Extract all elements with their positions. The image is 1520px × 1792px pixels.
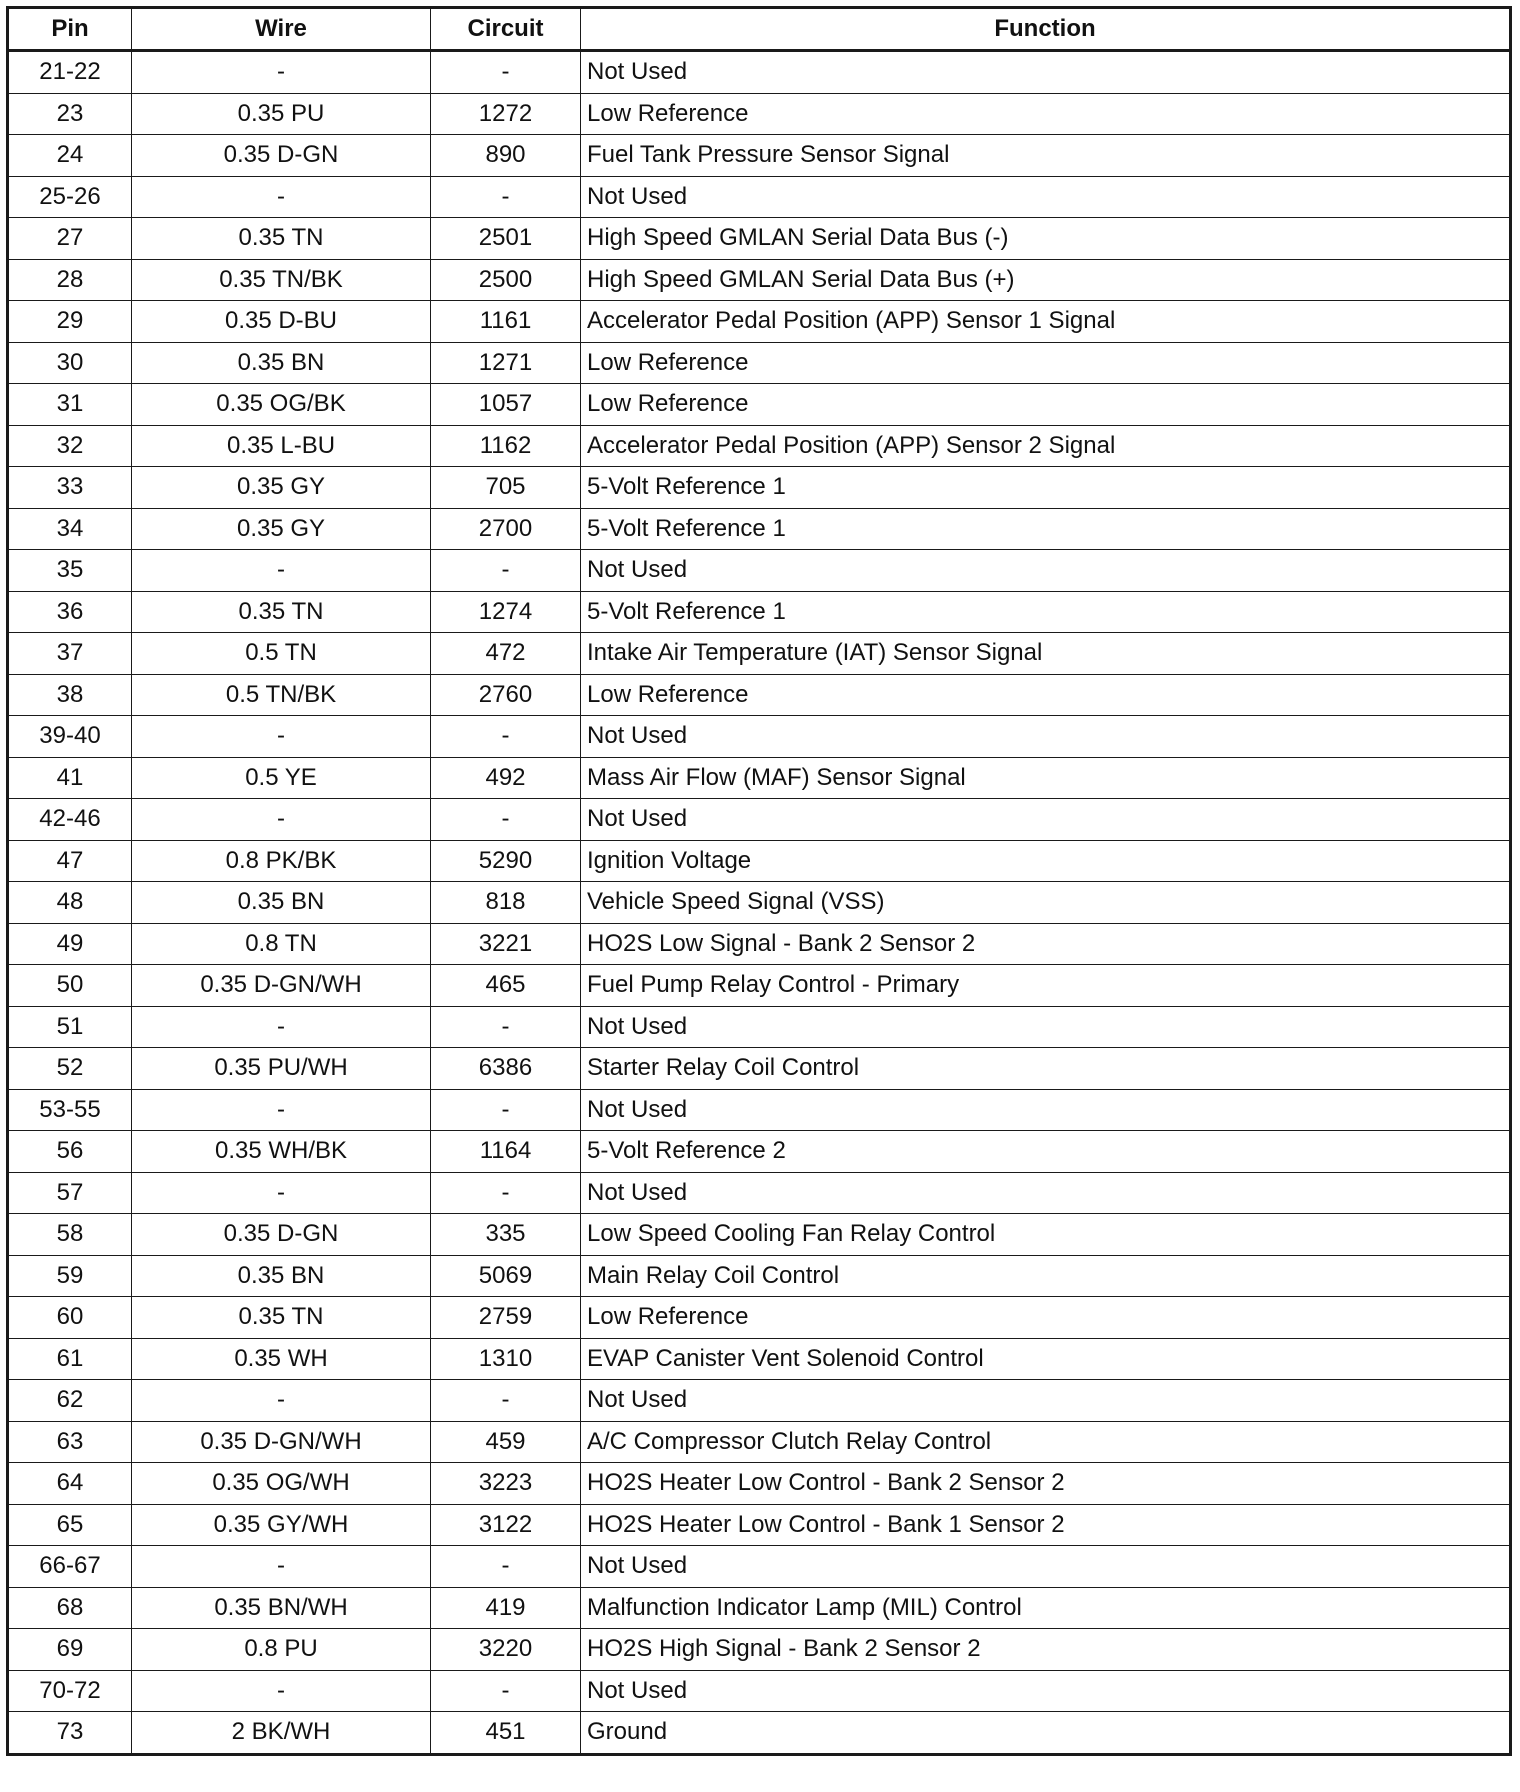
pin-cell: 73 [8, 1712, 132, 1755]
function-cell: Fuel Tank Pressure Sensor Signal [581, 135, 1511, 177]
wire-cell: 0.35 GY/WH [132, 1504, 431, 1546]
pin-cell: 69 [8, 1629, 132, 1671]
wire-cell: 0.35 D-BU [132, 301, 431, 343]
function-cell: 5-Volt Reference 1 [581, 508, 1511, 550]
circuit-cell: 818 [431, 882, 581, 924]
table-row [8, 1048, 1511, 1090]
table-row [8, 467, 1511, 509]
function-cell: High Speed GMLAN Serial Data Bus (-) [581, 218, 1511, 260]
header-pin: Pin [8, 8, 132, 51]
table-row [8, 840, 1511, 882]
wire-cell: 0.35 D-GN [132, 1214, 431, 1256]
pin-cell: 50 [8, 965, 132, 1007]
function-cell: Malfunction Indicator Lamp (MIL) Control [581, 1587, 1511, 1629]
circuit-cell: 2700 [431, 508, 581, 550]
function-cell: Low Speed Cooling Fan Relay Control [581, 1214, 1511, 1256]
function-cell: HO2S Heater Low Control - Bank 2 Sensor 2 [581, 1463, 1511, 1505]
circuit-cell: 465 [431, 965, 581, 1007]
table-row [8, 550, 1511, 592]
table-row [8, 1338, 1511, 1380]
pin-cell: 24 [8, 135, 132, 177]
function-cell: 5-Volt Reference 1 [581, 591, 1511, 633]
circuit-cell: - [431, 716, 581, 758]
pin-cell: 36 [8, 591, 132, 633]
pin-cell: 32 [8, 425, 132, 467]
function-cell: Not Used [581, 1089, 1511, 1131]
circuit-cell: 1161 [431, 301, 581, 343]
table-row [8, 1670, 1511, 1712]
pin-cell: 38 [8, 674, 132, 716]
function-cell: Fuel Pump Relay Control - Primary [581, 965, 1511, 1007]
table-body [8, 51, 1511, 1755]
wire-cell: 0.35 PU/WH [132, 1048, 431, 1090]
circuit-cell: - [431, 1089, 581, 1131]
function-cell: HO2S High Signal - Bank 2 Sensor 2 [581, 1629, 1511, 1671]
function-cell: 5-Volt Reference 1 [581, 467, 1511, 509]
wire-cell: 0.35 TN [132, 218, 431, 260]
table-row [8, 135, 1511, 177]
pin-cell: 29 [8, 301, 132, 343]
circuit-cell: 2760 [431, 674, 581, 716]
circuit-cell: 459 [431, 1421, 581, 1463]
wire-cell: - [132, 1380, 431, 1422]
function-cell: Accelerator Pedal Position (APP) Sensor 2 Signal [581, 425, 1511, 467]
wire-cell: 0.35 WH [132, 1338, 431, 1380]
function-cell: Not Used [581, 1006, 1511, 1048]
function-cell: Not Used [581, 51, 1511, 94]
circuit-cell: 1164 [431, 1131, 581, 1173]
connector-pinout-table [6, 6, 1512, 1756]
table-row [8, 1214, 1511, 1256]
wire-cell: - [132, 1006, 431, 1048]
table-row [8, 1463, 1511, 1505]
function-cell: Not Used [581, 716, 1511, 758]
circuit-cell: - [431, 1006, 581, 1048]
function-cell: 5-Volt Reference 2 [581, 1131, 1511, 1173]
function-cell: Starter Relay Coil Control [581, 1048, 1511, 1090]
circuit-cell: 419 [431, 1587, 581, 1629]
pin-cell: 33 [8, 467, 132, 509]
table-row [8, 342, 1511, 384]
wire-cell: 0.35 PU [132, 93, 431, 135]
circuit-cell: 5069 [431, 1255, 581, 1297]
pin-cell: 52 [8, 1048, 132, 1090]
pin-cell: 41 [8, 757, 132, 799]
circuit-cell: 3221 [431, 923, 581, 965]
wire-cell: 0.8 TN [132, 923, 431, 965]
wire-cell: 0.35 BN [132, 342, 431, 384]
circuit-cell: - [431, 51, 581, 94]
header-circuit: Circuit [431, 8, 581, 51]
wire-cell: 0.35 BN [132, 882, 431, 924]
circuit-cell: - [431, 1380, 581, 1422]
pin-cell: 42-46 [8, 799, 132, 841]
table-row [8, 218, 1511, 260]
pin-cell: 58 [8, 1214, 132, 1256]
table-row [8, 51, 1511, 94]
table-row [8, 882, 1511, 924]
table-row [8, 674, 1511, 716]
wire-cell: 0.8 PK/BK [132, 840, 431, 882]
pin-cell: 65 [8, 1504, 132, 1546]
wire-cell: 0.35 GY [132, 467, 431, 509]
wire-cell: 0.35 L-BU [132, 425, 431, 467]
pin-cell: 30 [8, 342, 132, 384]
function-cell: Ground [581, 1712, 1511, 1755]
pin-cell: 51 [8, 1006, 132, 1048]
table-row [8, 1504, 1511, 1546]
wire-cell: 0.35 GY [132, 508, 431, 550]
header-row [8, 8, 1511, 51]
pin-cell: 37 [8, 633, 132, 675]
wire-cell: 0.35 TN [132, 591, 431, 633]
table-row [8, 508, 1511, 550]
function-cell: Not Used [581, 1380, 1511, 1422]
circuit-cell: 2501 [431, 218, 581, 260]
circuit-cell: 1274 [431, 591, 581, 633]
wire-cell: - [132, 799, 431, 841]
function-cell: Low Reference [581, 93, 1511, 135]
wire-cell: 0.35 BN/WH [132, 1587, 431, 1629]
pin-cell: 59 [8, 1255, 132, 1297]
table-row [8, 1297, 1511, 1339]
function-cell: Not Used [581, 550, 1511, 592]
circuit-cell: - [431, 176, 581, 218]
pin-cell: 56 [8, 1131, 132, 1173]
function-cell: Accelerator Pedal Position (APP) Sensor 1 Signal [581, 301, 1511, 343]
pin-cell: 60 [8, 1297, 132, 1339]
circuit-cell: 1310 [431, 1338, 581, 1380]
function-cell: High Speed GMLAN Serial Data Bus (+) [581, 259, 1511, 301]
circuit-cell: - [431, 799, 581, 841]
table-row [8, 716, 1511, 758]
pin-cell: 62 [8, 1380, 132, 1422]
function-cell: HO2S Heater Low Control - Bank 1 Sensor 2 [581, 1504, 1511, 1546]
pin-cell: 63 [8, 1421, 132, 1463]
wire-cell: 0.35 D-GN/WH [132, 1421, 431, 1463]
table-row [8, 1587, 1511, 1629]
circuit-cell: 3223 [431, 1463, 581, 1505]
circuit-cell: - [431, 550, 581, 592]
pin-cell: 34 [8, 508, 132, 550]
table-row [8, 1172, 1511, 1214]
table-row [8, 1629, 1511, 1671]
circuit-cell: 1162 [431, 425, 581, 467]
pin-cell: 31 [8, 384, 132, 426]
pin-cell: 53-55 [8, 1089, 132, 1131]
table-header [8, 8, 1511, 51]
pin-cell: 28 [8, 259, 132, 301]
pin-cell: 39-40 [8, 716, 132, 758]
wire-cell: 0.8 PU [132, 1629, 431, 1671]
wire-cell: - [132, 1670, 431, 1712]
function-cell: Main Relay Coil Control [581, 1255, 1511, 1297]
wire-cell: 2 BK/WH [132, 1712, 431, 1755]
pin-cell: 47 [8, 840, 132, 882]
circuit-cell: 6386 [431, 1048, 581, 1090]
circuit-cell: 1057 [431, 384, 581, 426]
table-row [8, 176, 1511, 218]
pin-cell: 70-72 [8, 1670, 132, 1712]
wire-cell: 0.35 TN/BK [132, 259, 431, 301]
function-cell: Not Used [581, 1172, 1511, 1214]
pin-cell: 57 [8, 1172, 132, 1214]
wire-cell: 0.5 TN/BK [132, 674, 431, 716]
function-cell: Low Reference [581, 384, 1511, 426]
function-cell: Not Used [581, 176, 1511, 218]
function-cell: Not Used [581, 1546, 1511, 1588]
pin-cell: 21-22 [8, 51, 132, 94]
wire-cell: 0.5 YE [132, 757, 431, 799]
table-row [8, 633, 1511, 675]
pin-cell: 49 [8, 923, 132, 965]
function-cell: Ignition Voltage [581, 840, 1511, 882]
circuit-cell: - [431, 1670, 581, 1712]
function-cell: Vehicle Speed Signal (VSS) [581, 882, 1511, 924]
wire-cell: 0.5 TN [132, 633, 431, 675]
circuit-cell: 3220 [431, 1629, 581, 1671]
function-cell: Low Reference [581, 1297, 1511, 1339]
circuit-cell: 335 [431, 1214, 581, 1256]
circuit-cell: 1272 [431, 93, 581, 135]
pin-cell: 48 [8, 882, 132, 924]
table-row [8, 301, 1511, 343]
pin-cell: 64 [8, 1463, 132, 1505]
wire-cell: - [132, 176, 431, 218]
pin-cell: 66-67 [8, 1546, 132, 1588]
pin-cell: 61 [8, 1338, 132, 1380]
table-row [8, 1006, 1511, 1048]
function-cell: Low Reference [581, 674, 1511, 716]
circuit-cell: - [431, 1546, 581, 1588]
circuit-cell: 451 [431, 1712, 581, 1755]
function-cell: Not Used [581, 799, 1511, 841]
table-row [8, 93, 1511, 135]
wire-cell: - [132, 51, 431, 94]
table-row [8, 757, 1511, 799]
circuit-cell: 2759 [431, 1297, 581, 1339]
wire-cell: - [132, 1172, 431, 1214]
table-row [8, 1089, 1511, 1131]
wire-cell: 0.35 TN [132, 1297, 431, 1339]
circuit-cell: 472 [431, 633, 581, 675]
table-row [8, 923, 1511, 965]
wire-cell: - [132, 1546, 431, 1588]
circuit-cell: 5290 [431, 840, 581, 882]
function-cell: Low Reference [581, 342, 1511, 384]
function-cell: HO2S Low Signal - Bank 2 Sensor 2 [581, 923, 1511, 965]
table-row [8, 591, 1511, 633]
function-cell: Not Used [581, 1670, 1511, 1712]
pin-cell: 23 [8, 93, 132, 135]
circuit-cell: 1271 [431, 342, 581, 384]
function-cell: Mass Air Flow (MAF) Sensor Signal [581, 757, 1511, 799]
function-cell: Intake Air Temperature (IAT) Sensor Signal [581, 633, 1511, 675]
pin-cell: 35 [8, 550, 132, 592]
function-cell: EVAP Canister Vent Solenoid Control [581, 1338, 1511, 1380]
table-row [8, 965, 1511, 1007]
table-row [8, 1421, 1511, 1463]
wire-cell: 0.35 BN [132, 1255, 431, 1297]
function-cell: A/C Compressor Clutch Relay Control [581, 1421, 1511, 1463]
table-row [8, 1712, 1511, 1755]
header-wire: Wire [132, 8, 431, 51]
table-row [8, 1380, 1511, 1422]
wire-cell: - [132, 716, 431, 758]
wire-cell: - [132, 550, 431, 592]
circuit-cell: 2500 [431, 259, 581, 301]
header-function: Function [581, 8, 1511, 51]
table-row [8, 384, 1511, 426]
circuit-cell: 3122 [431, 1504, 581, 1546]
wire-cell: - [132, 1089, 431, 1131]
table-row [8, 1546, 1511, 1588]
circuit-cell: 492 [431, 757, 581, 799]
circuit-cell: 890 [431, 135, 581, 177]
circuit-cell: - [431, 1172, 581, 1214]
wire-cell: 0.35 D-GN/WH [132, 965, 431, 1007]
table-row [8, 425, 1511, 467]
table-row [8, 799, 1511, 841]
table-row [8, 1255, 1511, 1297]
pin-cell: 68 [8, 1587, 132, 1629]
circuit-cell: 705 [431, 467, 581, 509]
wire-cell: 0.35 OG/WH [132, 1463, 431, 1505]
pin-cell: 27 [8, 218, 132, 260]
wire-cell: 0.35 OG/BK [132, 384, 431, 426]
table-row [8, 1131, 1511, 1173]
wire-cell: 0.35 D-GN [132, 135, 431, 177]
wire-cell: 0.35 WH/BK [132, 1131, 431, 1173]
pin-cell: 25-26 [8, 176, 132, 218]
table-row [8, 259, 1511, 301]
